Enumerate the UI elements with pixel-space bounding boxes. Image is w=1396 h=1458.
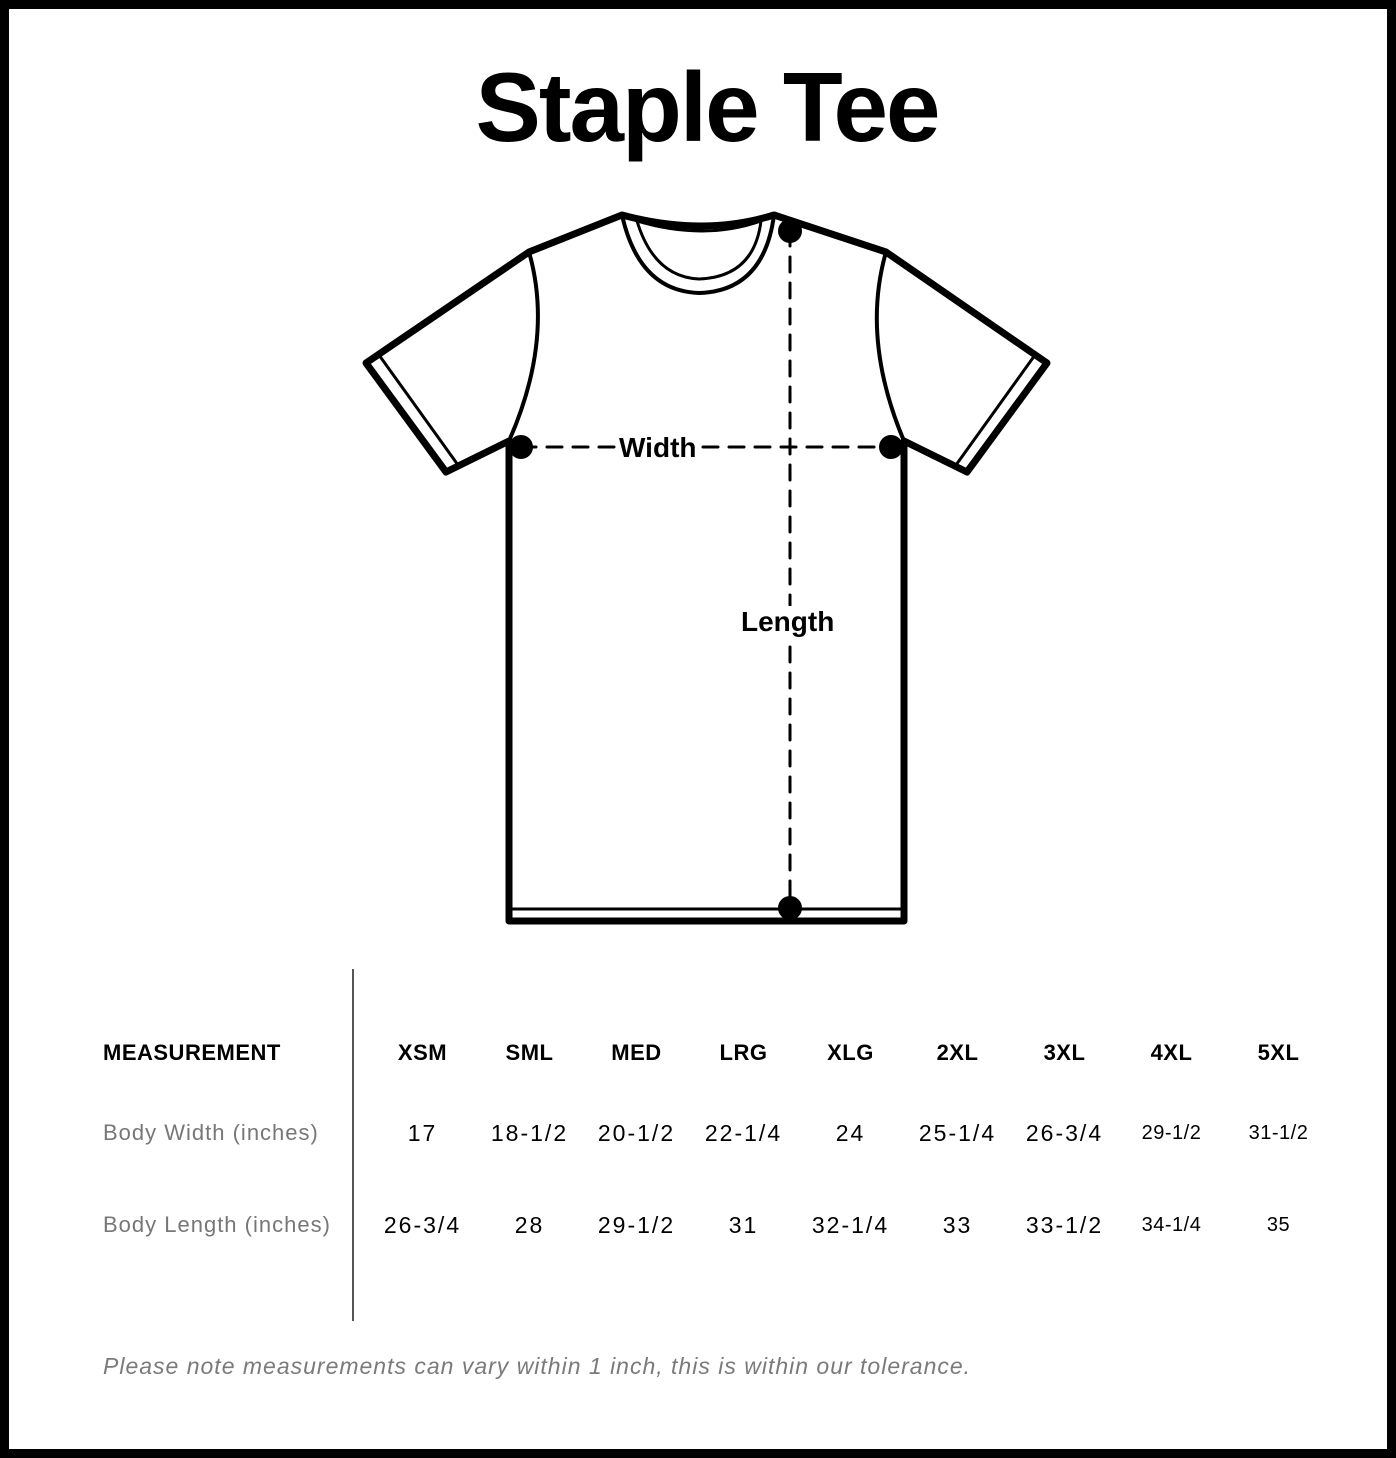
size-header: LRG <box>719 1040 768 1065</box>
table-header-row <box>49 1019 1332 1087</box>
table-cell: 26-3/4 <box>1025 1119 1104 1146</box>
size-header: MED <box>611 1040 662 1065</box>
size-header: SML <box>505 1040 554 1065</box>
table-cell: 29-1/2 <box>597 1211 676 1238</box>
table-cell: 32-1/4 <box>811 1211 890 1238</box>
tshirt-outline <box>366 215 1047 921</box>
table-cell: 28 <box>514 1211 545 1238</box>
table-cell: 20-1/2 <box>597 1119 676 1146</box>
table-row <box>49 1087 1332 1179</box>
table-cell: 29-1/2 <box>1141 1121 1202 1144</box>
table-cell: 33 <box>942 1211 973 1238</box>
table-cell: 24 <box>835 1119 866 1146</box>
size-header: XSM <box>397 1040 448 1065</box>
size-header: 4XL <box>1150 1040 1193 1065</box>
table-cell: 35 <box>1266 1213 1291 1236</box>
left-sleeve-hem <box>379 355 458 465</box>
table-cell: 33-1/2 <box>1025 1211 1104 1238</box>
tshirt-diagram <box>9 9 1396 969</box>
measurement-header: MEASUREMENT <box>103 1040 281 1065</box>
width-left-point <box>509 435 533 459</box>
length-top-point <box>778 219 802 243</box>
length-bottom-point <box>778 896 802 920</box>
table-cell: 26-3/4 <box>383 1211 462 1238</box>
length-label: Length <box>741 606 835 637</box>
size-header: 3XL <box>1043 1040 1086 1065</box>
tolerance-note: Please note measurements can vary within 1 inch, this is within our tolerance. <box>103 1353 972 1379</box>
table-row <box>49 1179 1332 1271</box>
right-sleeve-seam <box>877 252 904 441</box>
table-cell: 18-1/2 <box>490 1119 569 1146</box>
body-length-label: Body Length (inches) <box>103 1212 331 1237</box>
table-cell: 34-1/4 <box>1141 1213 1202 1236</box>
table-cell: 25-1/4 <box>918 1119 997 1146</box>
body-width-label: Body Width (inches) <box>103 1120 319 1145</box>
size-header: 5XL <box>1257 1040 1300 1065</box>
page-title: Staple Tee <box>475 52 939 162</box>
width-right-point <box>879 435 903 459</box>
size-header: 2XL <box>936 1040 979 1065</box>
right-sleeve-hem <box>956 355 1035 465</box>
table-cell: 31-1/2 <box>1248 1121 1309 1144</box>
size-chart-table <box>49 1019 1332 1271</box>
size-header: XLG <box>827 1040 874 1065</box>
table-cell: 31 <box>728 1211 759 1238</box>
table-cell: 22-1/4 <box>704 1119 783 1146</box>
left-sleeve-seam <box>509 252 538 441</box>
table-cell: 17 <box>407 1119 438 1146</box>
width-label: Width <box>619 432 697 463</box>
